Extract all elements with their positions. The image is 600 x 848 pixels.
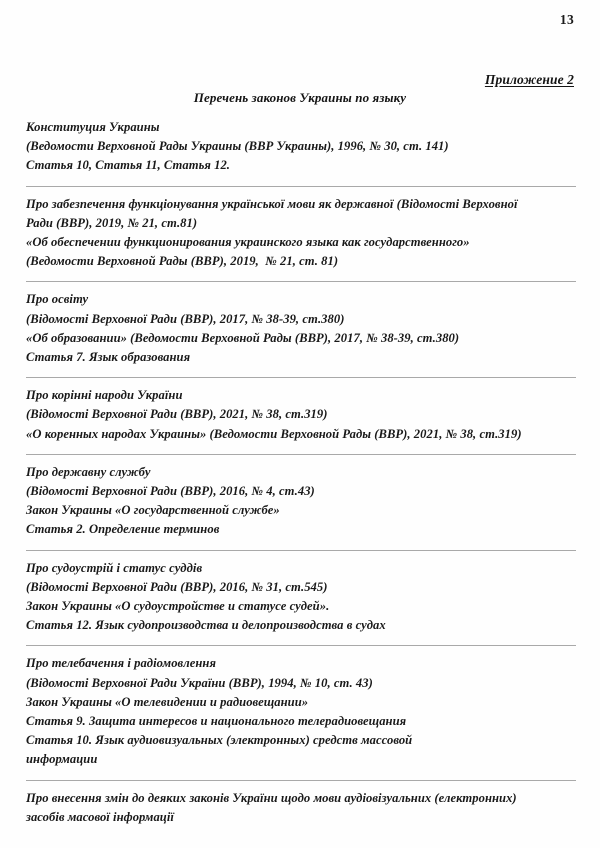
law-detail-line: (Відомості Верховної Ради (ВВР), 2017, № 38-39, ст.380) — [26, 311, 345, 326]
law-entry — [26, 789, 576, 827]
law-entry — [26, 463, 576, 540]
law-entry — [26, 195, 576, 272]
law-detail-line: Статья 10. Язык аудиовизуальных (электронных) средств массовой — [26, 733, 413, 748]
law-detail-line: «Об образовании» (Ведомости Верховной Рады (ВВР), 2017, № 38-39, ст.380) — [26, 330, 460, 345]
law-title-line: Про внесення змін до деяких законів України щодо мови аудіовізуальних (електронних) — [26, 790, 517, 805]
spacer — [26, 635, 576, 645]
law-detail-line: засобів масової інформації — [26, 809, 174, 824]
law-title-line: Конституция Украины — [26, 120, 160, 134]
spacer — [26, 271, 576, 281]
spacer — [26, 444, 576, 454]
law-detail-line: (Ведомости Верховной Рады Украины (ВВР Украины), 1996, № 30, ст. 141) — [26, 139, 449, 154]
law-entry — [26, 290, 576, 367]
law-entry — [26, 559, 576, 636]
law-detail-line: «О коренных народах Украины» (Ведомости Верховной Рады (ВВР), 2021, № 38, ст.319) — [26, 426, 522, 441]
law-entry — [26, 654, 576, 769]
spacer — [26, 646, 576, 654]
spacer — [26, 455, 576, 463]
law-detail-line: (Відомості Верховної Ради (ВВР), 2021, № 38, ст.319) — [26, 407, 328, 422]
law-detail-line: (Відомості Верховної Ради (ВВР), 2016, № 4, ст.43) — [26, 484, 315, 499]
law-detail-line: Закон Украины «О телевидении и радиовещании» — [26, 694, 309, 709]
law-list — [26, 118, 576, 827]
law-detail-line: Статья 12. Язык судопроизводства и делопроизводства в судах — [26, 618, 386, 633]
law-detail-line: Статья 2. Определение терминов — [26, 522, 220, 537]
spacer — [26, 378, 576, 386]
law-detail-line: Закон Украины «О судоустройстве и статусе судей». — [26, 599, 330, 614]
spacer — [26, 367, 576, 377]
law-detail-line: (Ведомости Верховной Рады (ВВР), 2019, № 21, ст. 81) — [26, 254, 339, 269]
appendix-label: Приложение 2 — [484, 72, 574, 87]
law-detail-line: (Відомості Верховної Ради (ВВР), 2016, № 31, ст.545) — [26, 579, 328, 594]
spacer — [26, 187, 576, 195]
law-detail-line: «Об обеспечении функционирования украинского языка как государственного» — [26, 235, 470, 250]
law-title-line: Про забезпечення функціонування української мови як державної (Відомості Верховної — [26, 196, 518, 211]
spacer — [26, 551, 576, 559]
law-detail-line: Закон Украины «О государственной службе» — [26, 503, 280, 518]
law-title-line: Про освіту — [26, 292, 89, 307]
spacer — [26, 770, 576, 780]
page-number: 13 — [559, 12, 574, 27]
spacer — [26, 176, 576, 186]
spacer — [26, 781, 576, 789]
law-detail-line: Статья 10, Статья 11, Статья 12. — [26, 158, 231, 173]
law-detail-line: Ради (ВВР), 2019, № 21, ст.81) — [26, 215, 198, 230]
law-title-line: Про судоустрій і статус суддів — [26, 560, 203, 575]
law-title-line: Про телебачення і радіомовлення — [26, 656, 216, 671]
law-detail-line: информации — [26, 752, 98, 767]
law-detail-line: (Відомості Верховної Ради України (ВВР), 1994, № 10, ст. 43) — [26, 675, 373, 690]
law-detail-line: Статья 7. Язык образования — [26, 350, 191, 365]
law-title-line: Про державну службу — [26, 464, 151, 479]
law-entry — [26, 118, 576, 176]
spacer — [26, 282, 576, 290]
law-entry — [26, 386, 576, 444]
spacer — [26, 540, 576, 550]
page-title: Перечень законов Украины по языку — [193, 90, 407, 105]
law-title-line: Про корінні народи України — [26, 388, 183, 403]
law-detail-line: Статья 9. Защита интересов и национального телерадиовещания — [26, 714, 407, 729]
